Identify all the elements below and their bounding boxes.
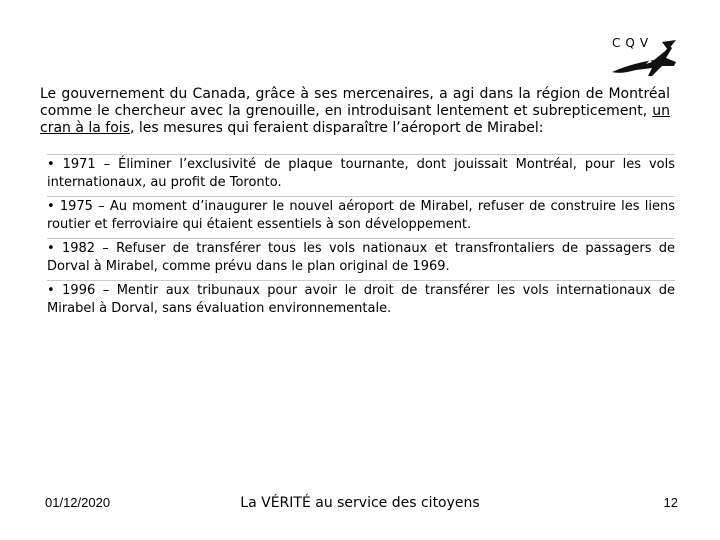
page-number: 12 [663,495,678,510]
intro-text-1: Le gouvernement du Canada, grâce à ses mercenaires, a agi dans la région de Montréal comme le chercheur avec la grenouille, en introduisant lentement et subrepticement, [40,86,670,119]
airplane-icon [606,36,682,82]
intro-text-2: , les mesures qui feraient disparaître l’aéroport de Mirabel: [129,120,544,136]
footer-title: La VÉRITÉ au service des citoyens [240,495,480,511]
bullet-item: • 1996 – Mentir aux tribunaux pour avoir le droit de transférer les vols internationaux de Mirabel à Dorval, sans évaluation environnementale. [47,280,675,318]
cqv-logo [606,36,682,82]
bullet-item: • 1975 – Au moment d’inaugurer le nouvel aéroport de Mirabel, refuser de construire les liens routier et ferroviaire qui étaient essentiels à son développement. [47,196,675,234]
bullet-item: • 1982 – Refuser de transférer tous les vols nationaux et transfrontaliers de passagers de Dorval à Mirabel, comme prévu dans le plan original de 1969. [47,238,675,276]
intro-underlined: un cran à la fois [40,103,670,136]
intro-paragraph [40,86,670,137]
footer-date: 01/12/2020 [45,495,111,510]
bullet-list [47,154,675,322]
bullet-item: • 1971 – Éliminer l’exclusivité de plaque tournante, dont jouissait Montréal, pour les vols internationaux, au profit de Toronto. [47,154,675,192]
logo-text: CQV [612,36,654,50]
